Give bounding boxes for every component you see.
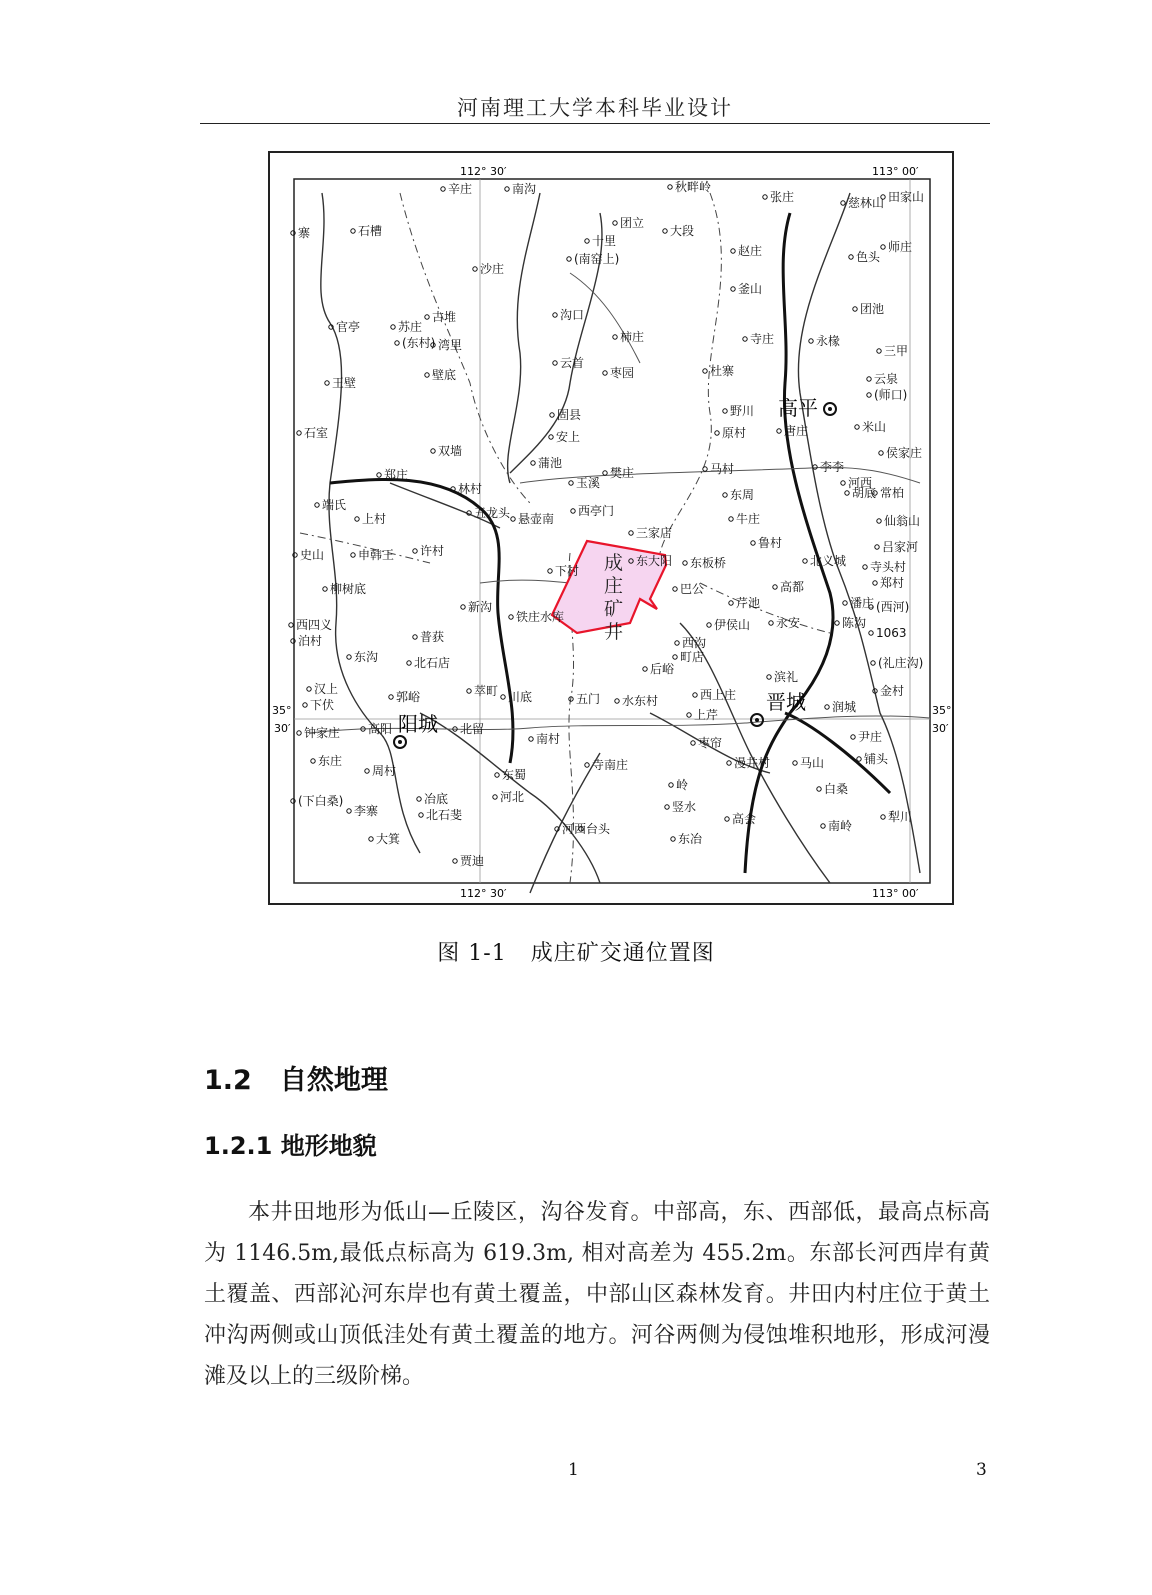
village-symbol xyxy=(693,693,697,697)
village-label: 润城 xyxy=(832,700,857,714)
village-symbol xyxy=(351,553,355,557)
village-label: 冶底 xyxy=(424,792,449,806)
village-symbol xyxy=(879,451,883,455)
village-label: (下白桑) xyxy=(298,794,344,808)
village-label: 寺南庄 xyxy=(592,758,629,772)
village-label: 寨 xyxy=(298,226,311,240)
subsection-heading: 1.2.1 地形地貌 xyxy=(204,1132,377,1160)
village-symbol xyxy=(413,549,417,553)
village-label: 芹池 xyxy=(736,596,761,610)
village-label: 马山 xyxy=(800,756,825,770)
village-symbol xyxy=(729,517,733,521)
village-symbol xyxy=(723,493,727,497)
village-label: (西河) xyxy=(876,600,910,614)
village-symbol xyxy=(425,373,429,377)
village-label: 沟口 xyxy=(560,308,585,322)
mine-label xyxy=(604,552,623,643)
village-symbol xyxy=(629,531,633,535)
village-symbol xyxy=(673,587,677,591)
village-symbol xyxy=(505,187,509,191)
figure-title: 成庄矿交通位置图 xyxy=(530,941,715,966)
village-label: 铺头 xyxy=(864,752,889,766)
village-label: 三甲 xyxy=(884,344,909,358)
village-label: 上村 xyxy=(362,512,387,526)
village-symbol xyxy=(643,667,647,671)
village-label: 漫井村 xyxy=(734,756,771,770)
village-label: 许村 xyxy=(420,544,445,558)
village-label: 西四义 xyxy=(296,618,333,632)
village-symbol xyxy=(703,369,707,373)
village-label: 东沟 xyxy=(354,650,379,664)
village-label: 上芹 xyxy=(694,708,719,722)
village-label: 北义城 xyxy=(810,554,847,568)
village-symbol xyxy=(825,705,829,709)
village-label: 赵庄 xyxy=(738,244,763,258)
village-symbol xyxy=(863,565,867,569)
village-label: 东周 xyxy=(730,488,755,502)
village-symbol xyxy=(493,795,497,799)
village-symbol xyxy=(841,481,845,485)
village-label: 吕家河 xyxy=(882,540,919,554)
grid-label-lat: 30′ xyxy=(274,722,291,735)
village-label: 固县 xyxy=(557,408,582,422)
village-label: 东板桥 xyxy=(690,556,727,570)
village-symbol xyxy=(845,491,849,495)
grid-label-lat: 35° xyxy=(272,704,292,717)
village-label: 潘庄 xyxy=(850,596,875,610)
village-label: 唐庄 xyxy=(784,424,809,438)
village-label: 史山 xyxy=(300,548,325,562)
page-number-right: 3 xyxy=(976,1460,987,1480)
village-symbol xyxy=(325,381,329,385)
village-label: 色头 xyxy=(856,250,881,264)
village-symbol xyxy=(419,813,423,817)
village-label: 米山 xyxy=(862,420,887,434)
village-label: 五门 xyxy=(576,692,601,706)
village-symbol xyxy=(809,339,813,343)
village-label: 秋畔岭 xyxy=(675,180,712,194)
village-label: 玉溪 xyxy=(576,476,601,490)
village-symbol xyxy=(303,703,307,707)
village-label: 石槽 xyxy=(358,224,383,238)
village-label: 巴公 xyxy=(680,582,705,596)
village-label: 马村 xyxy=(710,462,735,476)
village-label: 胡底 xyxy=(852,486,877,500)
village-label: 东蜀 xyxy=(502,768,527,782)
village-label: 伊侯山 xyxy=(714,618,751,632)
village-label: (东村) xyxy=(402,336,436,350)
village-label: (礼庄沟) xyxy=(878,656,924,670)
village-label: 南岭 xyxy=(828,819,853,833)
village-label: 壁底 xyxy=(432,368,457,382)
village-label: 李寨 xyxy=(354,804,379,818)
village-symbol xyxy=(817,787,821,791)
village-labels xyxy=(289,179,924,868)
village-symbol xyxy=(351,229,355,233)
mine-label-char: 成 xyxy=(604,552,624,574)
village-symbol xyxy=(453,859,457,863)
village-symbol xyxy=(585,763,589,767)
village-symbol xyxy=(867,377,871,381)
village-symbol xyxy=(569,481,573,485)
village-symbol xyxy=(821,824,825,828)
village-symbol xyxy=(585,239,589,243)
village-symbol xyxy=(743,337,747,341)
village-symbol xyxy=(668,185,672,189)
village-label: 白桑 xyxy=(824,782,849,796)
village-symbol xyxy=(391,325,395,329)
village-symbol xyxy=(417,797,421,801)
village-label: 西沟 xyxy=(682,636,707,650)
village-symbol xyxy=(769,621,773,625)
village-symbol xyxy=(703,467,707,471)
village-label: 滨礼 xyxy=(774,670,799,684)
grid-label-lat: 30′ xyxy=(932,722,949,735)
village-label: 大箕 xyxy=(376,832,401,846)
village-symbol xyxy=(731,249,735,253)
village-symbol xyxy=(843,601,847,605)
village-symbol xyxy=(461,605,465,609)
village-label: 周村 xyxy=(372,764,397,778)
section-heading xyxy=(204,1058,388,1097)
village-symbol xyxy=(813,465,817,469)
village-symbol xyxy=(687,713,691,717)
mine-label-char: 庄 xyxy=(604,575,624,597)
village-symbol xyxy=(347,655,351,659)
village-symbol xyxy=(289,623,293,627)
village-symbol xyxy=(671,837,675,841)
village-symbol xyxy=(727,761,731,765)
village-symbol xyxy=(355,517,359,521)
village-symbol xyxy=(683,561,687,565)
village-label: 柳树底 xyxy=(330,582,367,596)
village-symbol xyxy=(377,473,381,477)
village-symbol xyxy=(613,335,617,339)
village-symbol xyxy=(307,687,311,691)
village-symbol xyxy=(841,201,845,205)
village-symbol xyxy=(877,519,881,523)
village-label: 南沟 xyxy=(512,182,537,196)
village-label: 师庄 xyxy=(888,240,913,254)
village-symbol xyxy=(501,695,505,699)
village-symbol xyxy=(495,773,499,777)
village-label: 1063 xyxy=(876,626,907,640)
village-label: 十里 xyxy=(592,234,617,248)
village-label: 双墙 xyxy=(438,444,463,458)
village-symbol xyxy=(793,761,797,765)
village-symbol xyxy=(675,641,679,645)
village-label: 团池 xyxy=(860,302,885,316)
village-symbol xyxy=(323,587,327,591)
city-label: 阳城 xyxy=(398,712,438,736)
village-label: 高阳 xyxy=(368,722,393,736)
village-label: 高会 xyxy=(732,812,757,826)
village-label: 北石斐 xyxy=(426,808,463,822)
grid-label-lon: 112° 30′ xyxy=(460,887,507,900)
village-label: 金村 xyxy=(880,684,905,698)
village-label: 汉上 xyxy=(314,682,339,696)
village-label: 台头 xyxy=(586,822,611,836)
village-label: 寺头村 xyxy=(870,560,907,574)
village-symbol xyxy=(603,371,607,375)
village-label: 大段 xyxy=(670,224,695,238)
village-label: 三家店 xyxy=(636,526,673,540)
village-label: 常柏 xyxy=(880,486,905,500)
village-label: 河西 xyxy=(562,822,587,836)
village-symbol xyxy=(853,307,857,311)
village-label: 釜山 xyxy=(738,282,763,296)
figure-number: 图 1-1 xyxy=(437,941,507,966)
page-number-center: 1 xyxy=(568,1460,579,1480)
village-symbol xyxy=(725,817,729,821)
village-label: 下伏 xyxy=(310,698,335,712)
village-symbol xyxy=(297,431,301,435)
grid-label-lon: 113° 00′ xyxy=(872,887,919,900)
mine-label-char: 矿 xyxy=(604,598,624,620)
village-symbol xyxy=(803,559,807,563)
village-label: 永椽 xyxy=(816,334,841,348)
village-symbol xyxy=(715,431,719,435)
village-symbol xyxy=(613,221,617,225)
village-label: 永安 xyxy=(776,616,801,630)
village-symbol xyxy=(871,661,875,665)
village-label: (师口) xyxy=(874,388,908,402)
village-label: 铁庄水库 xyxy=(516,610,565,624)
village-symbol xyxy=(729,601,733,605)
village-symbol xyxy=(549,435,553,439)
grid-label-lon: 113° 00′ xyxy=(872,165,919,178)
village-label: 钟家庄 xyxy=(304,726,341,740)
village-label: 岭 xyxy=(676,778,689,792)
village-label: 河北 xyxy=(500,790,525,804)
village-symbol xyxy=(849,255,853,259)
village-label: 侯家庄 xyxy=(886,446,923,460)
village-symbol xyxy=(763,195,767,199)
village-symbol xyxy=(407,661,411,665)
village-symbol xyxy=(835,621,839,625)
village-symbol xyxy=(567,257,571,261)
mine-label-char: 井 xyxy=(604,621,624,643)
village-symbol xyxy=(877,349,881,353)
village-symbol xyxy=(441,187,445,191)
village-label: 端氏 xyxy=(322,498,347,512)
village-symbol xyxy=(615,699,619,703)
village-label: 张庄 xyxy=(770,190,795,204)
village-label: 枣帘 xyxy=(698,736,723,750)
village-label: 云泉 xyxy=(874,372,899,386)
village-symbol xyxy=(413,635,417,639)
village-symbol xyxy=(315,503,319,507)
grid-label-lon: 112° 30′ xyxy=(460,165,507,178)
village-symbol xyxy=(511,517,515,521)
section-number: 1.2 xyxy=(204,1065,252,1096)
village-label: 沙庄 xyxy=(480,262,505,276)
village-label: 贾迪 xyxy=(460,854,485,868)
village-label: 町店 xyxy=(680,650,705,664)
village-label: 申韩王 xyxy=(358,548,395,562)
village-symbol xyxy=(873,581,877,585)
village-label: 李李 xyxy=(820,460,845,474)
village-symbol xyxy=(869,631,873,635)
village-symbol xyxy=(297,731,301,735)
village-label: 王壁 xyxy=(332,376,357,390)
header-rule xyxy=(200,123,990,124)
running-header: 河南理工大学本科毕业设计 xyxy=(457,96,733,120)
village-label: 五龙头 xyxy=(474,506,511,520)
village-label: 西上庄 xyxy=(700,688,737,702)
village-label: 湾里 xyxy=(438,338,463,352)
village-symbol xyxy=(389,695,393,699)
village-symbol xyxy=(529,737,533,741)
village-label: 原村 xyxy=(722,426,747,440)
village-symbol xyxy=(707,623,711,627)
village-symbol xyxy=(311,759,315,763)
village-symbol xyxy=(731,287,735,291)
village-symbol xyxy=(467,689,471,693)
village-label: 东大阳 xyxy=(636,554,673,568)
village-symbol xyxy=(365,769,369,773)
village-label: 寺庄 xyxy=(750,332,775,346)
village-symbol xyxy=(867,393,871,397)
village-label: 尹庄 xyxy=(858,730,883,744)
village-symbol xyxy=(673,655,677,659)
village-label: 苏庄 xyxy=(398,320,423,334)
village-label: 北石店 xyxy=(414,656,451,670)
village-symbol xyxy=(665,805,669,809)
county-boundaries xyxy=(300,193,830,883)
village-label: 杜寨 xyxy=(710,364,735,378)
village-symbol xyxy=(473,267,477,271)
village-symbol xyxy=(369,837,373,841)
village-symbol xyxy=(531,461,535,465)
village-label: 悬壶南 xyxy=(518,512,555,526)
village-label: 郭峪 xyxy=(396,690,421,704)
village-symbol xyxy=(767,675,771,679)
village-label: 水东村 xyxy=(622,694,659,708)
village-symbol xyxy=(548,569,552,573)
figure-caption xyxy=(0,936,1152,967)
village-label: 后峪 xyxy=(650,662,675,676)
village-label: 竖水 xyxy=(672,800,697,814)
village-label: 安上 xyxy=(556,430,581,444)
village-label: 古堆 xyxy=(432,310,457,324)
village-label: 蒲池 xyxy=(538,456,563,470)
village-symbol xyxy=(773,585,777,589)
location-map-figure xyxy=(268,151,954,905)
village-symbol xyxy=(751,541,755,545)
village-symbol xyxy=(851,735,855,739)
city-label: 高平 xyxy=(778,396,818,420)
village-label: 牛庄 xyxy=(736,512,761,526)
village-symbol xyxy=(431,449,435,453)
village-label: 仙翁山 xyxy=(884,514,921,528)
village-symbol xyxy=(855,425,859,429)
location-map xyxy=(270,153,952,903)
village-label: 官亭 xyxy=(336,320,361,334)
village-label: 泊村 xyxy=(298,634,323,648)
village-symbol xyxy=(553,313,557,317)
village-label: 辛庄 xyxy=(448,182,473,196)
village-label: 枣园 xyxy=(610,366,635,380)
village-label: 萃町 xyxy=(474,684,499,698)
village-label: 下村 xyxy=(555,564,580,578)
village-label: 郑庄 xyxy=(384,468,409,482)
village-symbol xyxy=(550,413,554,417)
village-label: 林村 xyxy=(458,482,483,496)
village-label: 高都 xyxy=(780,580,805,594)
village-symbol xyxy=(347,809,351,813)
village-symbol xyxy=(881,815,885,819)
village-label: 东冶 xyxy=(678,832,703,846)
village-label: 石室 xyxy=(304,426,329,440)
village-symbol xyxy=(603,471,607,475)
village-label: 南村 xyxy=(536,732,561,746)
village-symbol xyxy=(663,229,667,233)
village-symbol xyxy=(571,509,575,513)
village-symbol xyxy=(553,361,557,365)
village-label: 西亭门 xyxy=(578,504,615,518)
village-label: 鲁村 xyxy=(758,536,783,550)
village-label: 慈林山 xyxy=(848,196,885,210)
village-label: 郑村 xyxy=(880,576,905,590)
village-symbol xyxy=(875,545,879,549)
village-symbol xyxy=(691,741,695,745)
village-label: 野川 xyxy=(730,404,755,418)
village-label: 新沟 xyxy=(468,600,493,614)
village-symbol xyxy=(723,409,727,413)
grid-label-lat: 35° xyxy=(932,704,952,717)
village-label: 普获 xyxy=(420,630,445,644)
village-symbol xyxy=(509,615,513,619)
village-label: 团立 xyxy=(620,216,645,230)
village-label: 云首 xyxy=(560,356,585,370)
village-symbol xyxy=(777,429,781,433)
village-label: 河西 xyxy=(848,476,873,490)
village-label: 田家山 xyxy=(888,190,925,204)
village-label: 东庄 xyxy=(318,754,343,768)
village-symbol xyxy=(395,341,399,345)
village-label: (南窑上) xyxy=(574,252,620,266)
section-title: 自然地理 xyxy=(279,1065,388,1096)
village-label: 樊庄 xyxy=(610,466,635,480)
village-label: 柿庄 xyxy=(620,330,645,344)
village-label: 陈沟 xyxy=(842,616,867,630)
body-paragraph: 本井田地形为低山—丘陵区，沟谷发育。中部高，东、西部低，最高点标高为 1146.5m,最低点标高为 619.3m, 相对高差为 455.2m。东部长河西岸有黄土覆盖、西部沁河东岸也有黄土覆盖，中部山区森林发育。井田内村庄位于黄土冲沟两侧或山顶低洼处有黄土覆盖的地方。河谷两侧为侵蚀堆积地形，形成河漫滩及以上的三级阶梯。 xyxy=(204,1200,990,1389)
village-symbol xyxy=(669,783,673,787)
village-label: 北留 xyxy=(460,722,485,736)
village-symbol xyxy=(857,757,861,761)
village-symbol xyxy=(881,245,885,249)
village-symbol xyxy=(425,315,429,319)
village-label: 川底 xyxy=(508,690,533,704)
city-label: 晋城 xyxy=(766,690,806,714)
village-label: 犁川 xyxy=(888,810,913,824)
